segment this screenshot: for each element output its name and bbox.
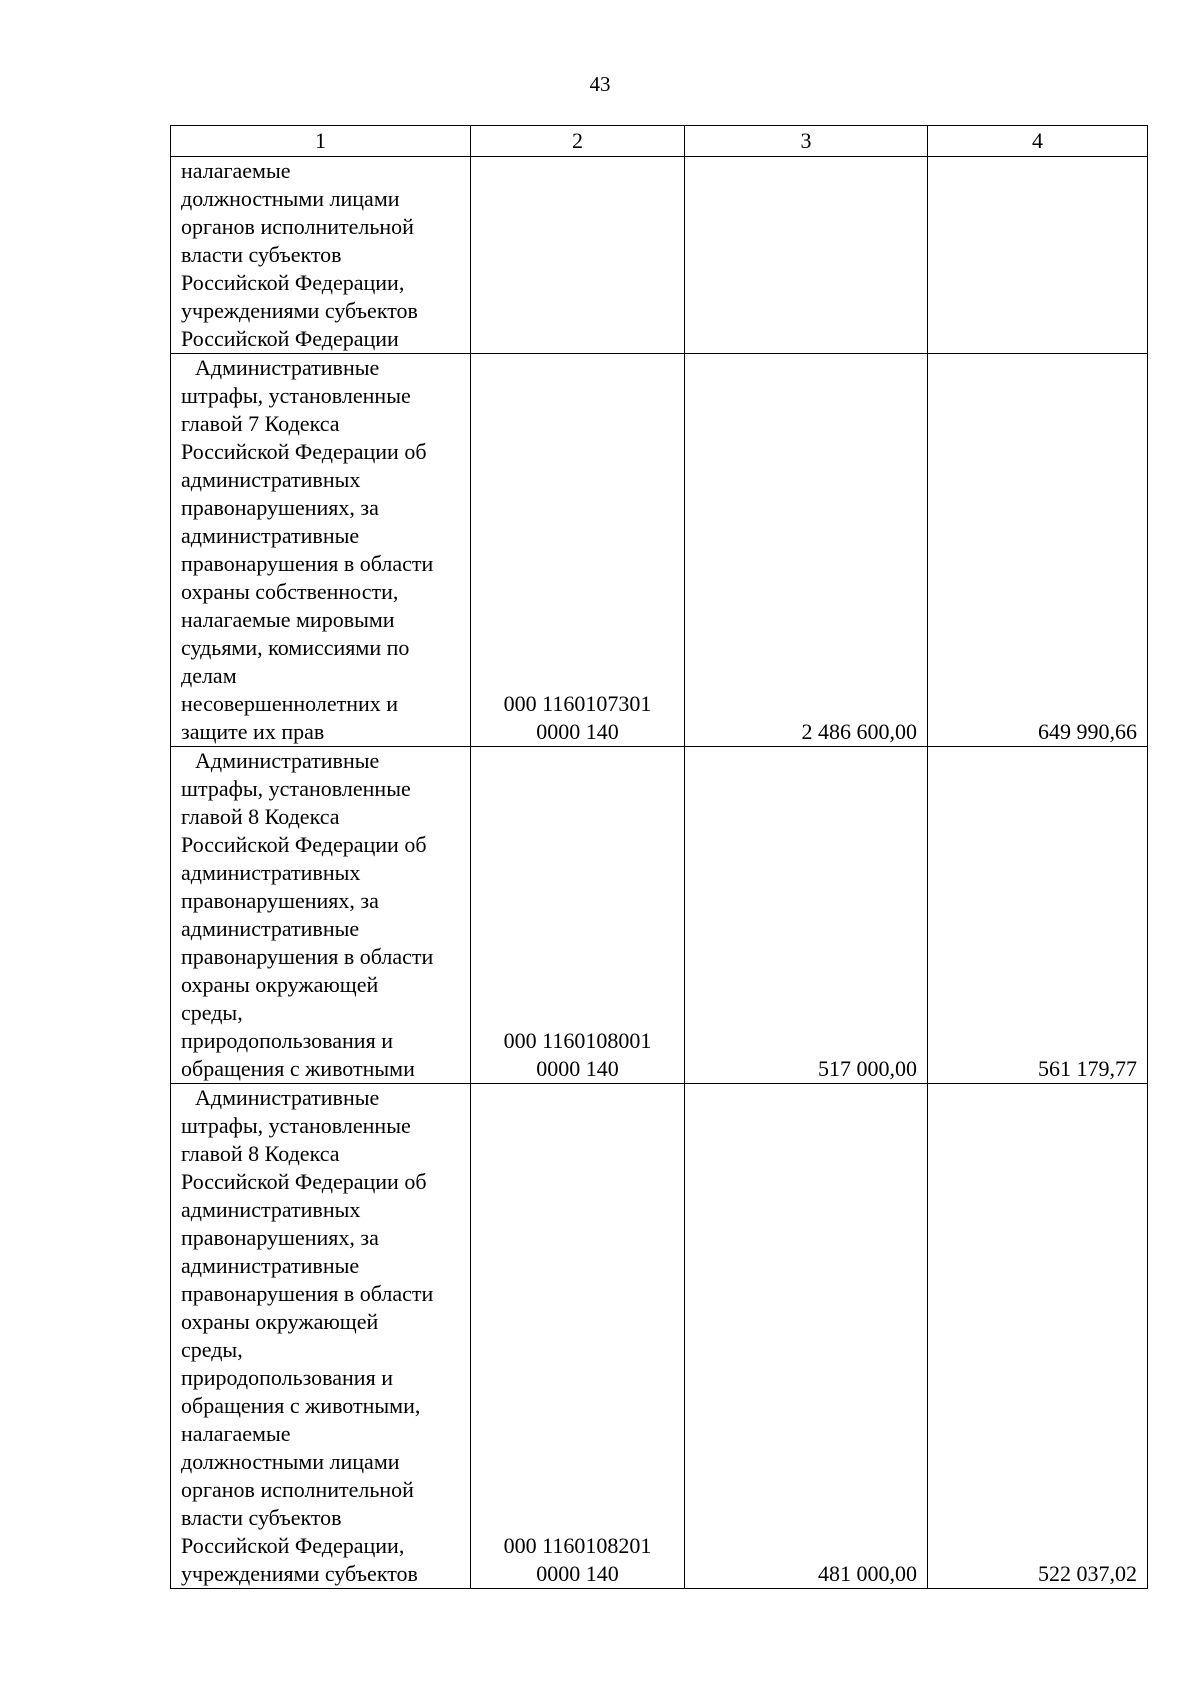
row-description [171,1084,471,1589]
header-col-3: 3 [685,126,928,157]
description-line: органов исполнительной [181,214,414,239]
description-line: Административные [195,1085,380,1110]
description-line: среды, [181,1000,243,1025]
row-amount-planned: 2 486 600,00 [685,354,928,747]
description-line: административных [181,1197,361,1222]
budget-code-line: 000 1160107301 [503,691,652,716]
row-description [171,747,471,1084]
description-line: должностными лицами [181,186,400,211]
budget-table [170,125,1148,1589]
description-line: административные [181,523,360,548]
row-budget-code [471,354,685,747]
description-line: делам [181,663,237,688]
budget-code-line: 000 1160108201 [503,1533,652,1558]
description-line: правонарушения в области [181,1281,434,1306]
description-line: Российской Федерации, [181,270,405,295]
description-line: органов исполнительной [181,1477,414,1502]
row-budget-code [471,1084,685,1589]
budget-code-line: 000 1160108001 [503,1028,652,1053]
budget-code-line: 0000 140 [536,1561,619,1586]
row-amount-planned [685,157,928,354]
description-line: административные [181,1253,360,1278]
description-line: правонарушения в области [181,551,434,576]
description-line: Российской Федерации [181,326,399,351]
description-line: Административные [195,355,380,380]
description-line: административных [181,467,361,492]
row-description [171,157,471,354]
row-amount-planned: 517 000,00 [685,747,928,1084]
page-number: 43 [589,72,611,96]
description-line: власти субъектов [181,1505,342,1530]
description-line: среды, [181,1337,243,1362]
description-line: учреждениями субъектов [181,1561,418,1586]
description-line: главой 8 Кодекса [181,804,340,829]
description-line: налагаемые [181,1421,291,1446]
description-line: обращения с животными [181,1056,415,1081]
table-body [171,157,1148,1589]
description-line: охраны окружающей [181,972,379,997]
header-col-4: 4 [928,126,1148,157]
description-line: правонарушениях, за [181,495,379,520]
row-budget-code [471,157,685,354]
budget-code-line: 0000 140 [536,719,619,744]
description-line: судьями, комиссиями по [181,635,410,660]
table-row [171,1084,1148,1589]
table-header-row [171,126,1148,157]
header-col-2: 2 [471,126,685,157]
description-line: штрафы, установленные [181,1113,411,1138]
description-line: обращения с животными, [181,1393,421,1418]
row-amount-actual [928,157,1148,354]
description-line: правонарушениях, за [181,1225,379,1250]
description-line: природопользования и [181,1365,393,1390]
description-line: административные [181,916,360,941]
table-row [171,157,1148,354]
description-line: налагаемые [181,158,291,183]
description-line: защите их прав [181,719,325,744]
description-line: главой 8 Кодекса [181,1141,340,1166]
description-line: налагаемые мировыми [181,607,395,632]
row-amount-actual: 522 037,02 [928,1084,1148,1589]
description-line: должностными лицами [181,1449,400,1474]
table-row [171,354,1148,747]
description-line: власти субъектов [181,242,342,267]
description-line: Российской Федерации, [181,1533,405,1558]
description-line: несовершеннолетних и [181,691,399,716]
description-line: административных [181,860,361,885]
description-line: Российской Федерации об [181,1169,427,1194]
row-amount-actual: 649 990,66 [928,354,1148,747]
budget-code-line: 0000 140 [536,1056,619,1081]
row-budget-code [471,747,685,1084]
description-line: главой 7 Кодекса [181,411,340,436]
description-line: штрафы, установленные [181,383,411,408]
description-line: Административные [195,748,380,773]
table-row [171,747,1148,1084]
description-line: учреждениями субъектов [181,298,418,323]
description-line: Российской Федерации об [181,832,427,857]
description-line: охраны собственности, [181,579,399,604]
description-line: охраны окружающей [181,1309,379,1334]
row-amount-actual: 561 179,77 [928,747,1148,1084]
header-col-1: 1 [171,126,471,157]
row-amount-planned: 481 000,00 [685,1084,928,1589]
row-description [171,354,471,747]
description-line: правонарушениях, за [181,888,379,913]
description-line: правонарушения в области [181,944,434,969]
description-line: природопользования и [181,1028,393,1053]
description-line: Российской Федерации об [181,439,427,464]
description-line: штрафы, установленные [181,776,411,801]
